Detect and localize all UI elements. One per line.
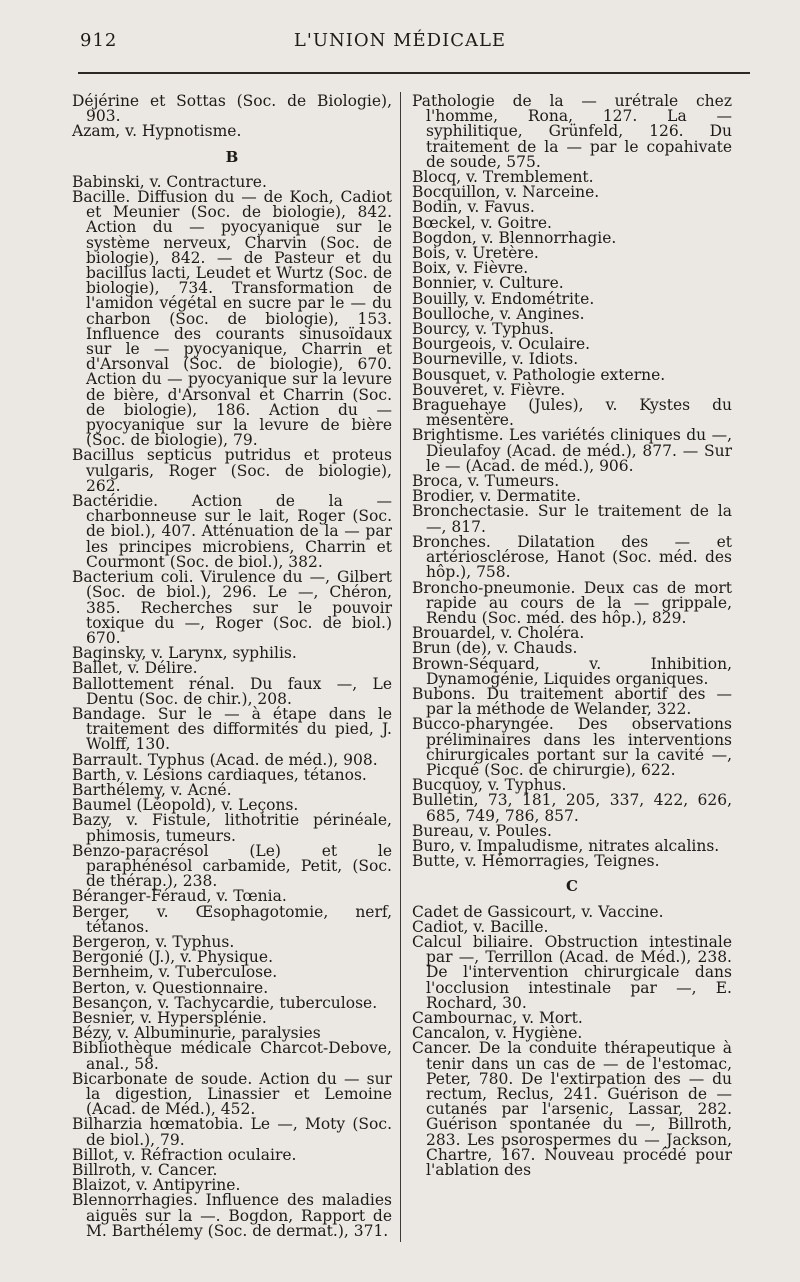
index-entry: Bactéridie. Action de la — charbonneuse sur le lait, Roger (Soc. de biol.), 407. Atténuation de la — par les principes microbiens, Charrin et Courmont (Soc. de biol.), 382. <box>72 492 392 571</box>
index-entry: Bronchectasie. Sur le traitement de la —, 817. <box>412 502 732 536</box>
journal-title: L'UNION MÉDICALE <box>293 30 507 51</box>
index-entry: Brown-Séquard, v. Inhibition, Dynamogénie, Liquides organiques. <box>412 654 732 688</box>
index-entry: Ballottement rénal. Du faux —, Le Dentu (Soc. de chir.), 208. <box>72 674 392 708</box>
index-entry: Bodin, v. Favus. <box>412 198 535 217</box>
index-entry: Boulloche, v. Angines. <box>412 304 585 323</box>
index-entry: Benzo-paracrésol (Le) et le paraphénésol carbamide, Petit, (Soc. de thérap.), 238. <box>72 841 392 891</box>
index-entry: Babinski, v. Contracture. <box>72 172 267 191</box>
index-entry: Calcul biliaire. Obstruction intestinale par —, Terrillon (Acad. de Méd.), 238. De l'intervention chirurgicale dans l'occlusion intestinale par —, E. Rochard, 30. <box>412 932 732 1012</box>
index-entry: Cadiot, v. Bacille. <box>412 917 549 936</box>
index-entry: Bernheim, v. Tuberculose. <box>72 963 278 982</box>
index-entry: Barthélemy, v. Acné. <box>72 780 232 799</box>
index-entry: Ballet, v. Délire. <box>72 659 198 678</box>
section-letter-c: C <box>566 877 578 896</box>
right-entries-b <box>412 94 732 869</box>
index-entry: Bilharzia hœmatobia. Le —, Moty (Soc. de biol.), 79. <box>72 1115 392 1149</box>
index-entry: Butte, v. Hémorragies, Teignes. <box>412 852 660 871</box>
index-entry: Bazy, v. Fistule, lithotritie périnéale, phimosis, tumeurs. <box>72 811 392 845</box>
index-entry: Bacterium coli. Virulence du —, Gilbert (Soc. de biol.), 296. Le —, Chéron, 385. Recherches sur le pouvoir toxique du —, Roger (Soc. de biol.) 670. <box>72 568 392 647</box>
index-entry: Besnier, v. Hypersplénie. <box>72 1008 267 1027</box>
index-entry: Braguehaye (Jules), v. Kystes du mésentère. <box>412 396 732 430</box>
index-entry: Brightisme. Les variétés cliniques du —, Dieulafoy (Acad. de méd.), 877. — Sur le — (Acad. de méd.), 906. <box>412 426 732 475</box>
left-entries-a <box>72 94 392 140</box>
left-entries-b <box>72 172 392 1240</box>
index-entry: Déjérine et Sottas (Soc. de Biologie), 903. <box>72 92 392 126</box>
index-entry: Bourneville, v. Idiots. <box>412 350 579 369</box>
index-entry: Bacillus septicus putridus et proteus vulgaris, Roger (Soc. de biologie), 262. <box>72 446 392 495</box>
index-entry: Bucquoy, v. Typhus. <box>412 776 567 795</box>
index-entry: Brodier, v. Dermatite. <box>412 487 581 506</box>
index-entry: Bergeron, v. Typhus. <box>72 932 235 951</box>
page-number: 912 <box>80 30 118 51</box>
index-entry: Barth, v. Lésions cardiaques, tétanos. <box>72 765 367 784</box>
running-header <box>0 30 800 64</box>
index-entry: Bousquet, v. Pathologie externe. <box>412 365 666 384</box>
index-entry: Berton, v. Questionnaire. <box>72 978 269 997</box>
index-entry: Cadet de Gassicourt, v. Vaccine. <box>412 902 664 921</box>
index-entry: Bouilly, v. Endométrite. <box>412 289 595 308</box>
index-entry: Bergonié (J.), v. Physique. <box>72 948 274 967</box>
index-entry: Bocquillon, v. Narceine. <box>412 183 600 202</box>
index-entry: Blennorrhagies. Influence des maladies aiguës sur la —. Bogdon, Rapport de M. Barthélemy (Soc. de dermat.), 371. <box>72 1191 392 1240</box>
right-entries-c <box>412 902 732 1180</box>
index-entry: Béranger-Féraud, v. Tœnia. <box>72 887 287 906</box>
index-entry: Bronches. Dilatation des — et artériosclérose, Hanot (Soc. méd. des hôp.), 758. <box>412 532 732 582</box>
index-entry: Baumel (Léopold), v. Leçons. <box>72 796 299 815</box>
index-entry: Blocq, v. Tremblement. <box>412 168 594 187</box>
index-entry: Bourcy, v. Typhus. <box>412 320 554 339</box>
index-entry: Billroth, v. Cancer. <box>72 1161 218 1180</box>
index-entry: Bogdon, v. Blennorrhagie. <box>412 228 617 247</box>
index-entry: Bandage. Sur le — à étape dans le traitement des difformités du pied, J. Wolff, 130. <box>72 704 392 754</box>
index-entry: Bonnier, v. Culture. <box>412 274 564 293</box>
index-entry: Boix, v. Fièvre. <box>412 259 529 278</box>
column-divider <box>400 92 401 1242</box>
index-entry: Bibliothèque médicale Charcot-Debove, anal., 58. <box>72 1039 392 1073</box>
index-entry: Broncho-pneumonie. Deux cas de mort rapide au cours de la — grippale, Rendu (Soc. méd. des hôp.), 829. <box>412 578 732 627</box>
header-rule <box>78 72 750 74</box>
index-entry: Buro, v. Impaludisme, nitrates alcalins. <box>412 836 720 855</box>
index-entry: Baginsky, v. Larynx, syphilis. <box>72 644 297 663</box>
left-column <box>72 94 392 1239</box>
right-column <box>412 94 732 1178</box>
index-entry: Bureau, v. Poules. <box>412 821 552 840</box>
index-entry: Brouardel, v. Choléra. <box>412 624 585 643</box>
index-entry: Bubons. Du traitement abortif des — par la méthode de Welander, 322. <box>412 684 732 719</box>
index-entry: Broca, v. Tumeurs. <box>412 472 560 491</box>
index-entry: Bézy, v. Albuminurie, paralysies <box>72 1024 321 1043</box>
index-entry: Barrault. Typhus (Acad. de méd.), 908. <box>72 750 378 769</box>
index-entry: Cancer. De la conduite thérapeutique à tenir dans un cas de — de l'estomac, Peter, 780. De l'extirpation des — du rectum, Reclus, 241. Guérison de — cutanés par l'arsenic, Lassar, 282. Guérison spontanée du —, Billroth, 283. Les psorospermes du — Jackson, Chartre, 167. Nouveau procédé pour l'ablation des <box>412 1039 732 1180</box>
index-entry: Brun (de), v. Chauds. <box>412 639 578 658</box>
index-entry: Bulletin, 73, 181, 205, 337, 422, 626, 685, 749, 786, 857. <box>412 791 732 825</box>
index-entry: Berger, v. Œsophagotomie, nerf, tétanos. <box>72 902 392 936</box>
index-entry: Pathologie de la — urétrale chez l'homme, Rona, 127. La — syphilitique, Grünfeld, 126. Du traitement de la — par le copahivate de soude, 575. <box>412 92 732 171</box>
index-entry: Besançon, v. Tachycardie, tuberculose. <box>72 993 378 1012</box>
index-entry: Bourgeois, v. Oculaire. <box>412 335 591 354</box>
index-entry: Bacille. Diffusion du — de Koch, Cadiot et Meunier (Soc. de biologie), 842. Action du — pyocyanique sur le système nerveux, Charvin (Soc. de biologie), 842. — de Pasteur et du bacillus lacti, Leudet et Wurtz (Soc. de biologie), 734. Transformation de l'amidon végétal en sucre par le — du charbon (Soc. de biologie), 153. Influence des courants sinusoïdaux sur le — pyocyanique, Charrin et d'Arsonval (Soc. de biologie), 670. Action du — pyocyanique sur la levure de bière, d'Arsonval et Charrin (Soc. de biologie), 186. Action du — pyocyanique sur la levure de bière (Soc. de biologie), 79. <box>72 188 392 450</box>
index-entry: Bucco-pharyngée. Des observations préliminaires dans les interventions chirurgicales portant sur la cavité —, Picqué (Soc. de chirurgie), 622. <box>412 715 732 779</box>
index-entry: Bois, v. Uretère. <box>412 244 539 263</box>
index-entry: Bouveret, v. Fièvre. <box>412 380 566 399</box>
index-entry: Azam, v. Hypnotisme. <box>72 122 242 141</box>
index-entry: Bicarbonate de soude. Action du — sur la digestion, Linassier et Lemoine (Acad. de Méd.), 452. <box>72 1069 392 1119</box>
index-entry: Cancalon, v. Hygiène. <box>412 1024 583 1043</box>
index-entry: Blaizot, v. Antipyrine. <box>72 1176 241 1195</box>
index-entry: Bœckel, v. Goitre. <box>412 213 552 232</box>
index-entry: Billot, v. Réfraction oculaire. <box>72 1145 297 1164</box>
index-entry: Cambournac, v. Mort. <box>412 1008 583 1027</box>
section-letter-b: B <box>225 147 239 166</box>
